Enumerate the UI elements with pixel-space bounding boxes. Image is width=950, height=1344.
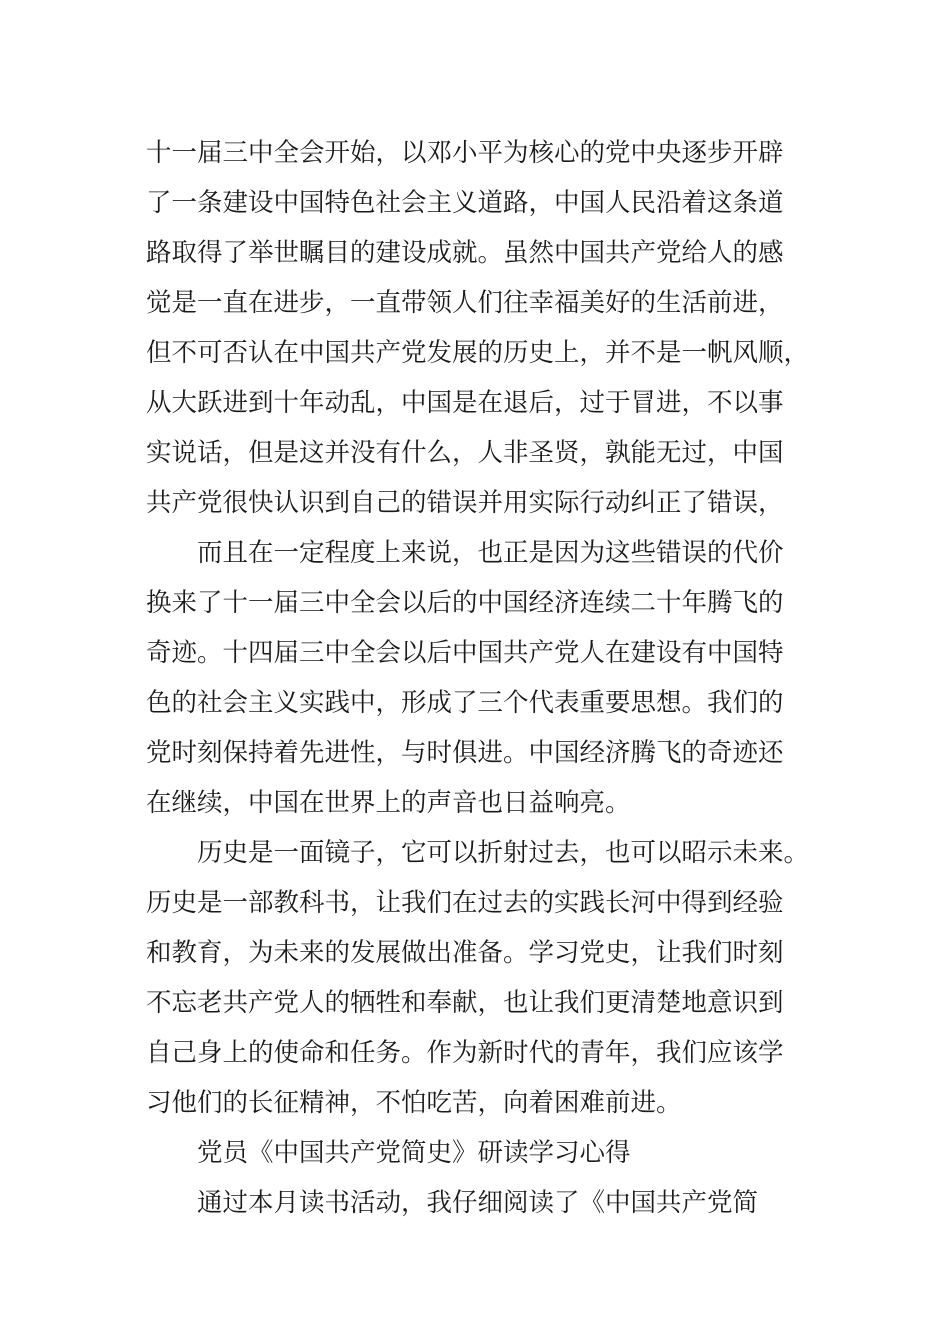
text-line: 习他们的长征精神，不怕吃苦，向着困难前进。 bbox=[146, 1088, 682, 1118]
text-line: 从大跃进到十年动乱，中国是在退后，过于冒进，不以事 bbox=[146, 388, 784, 418]
text-line: 共产党很快认识到自己的错误并用实际行动纠正了错误， bbox=[146, 488, 784, 518]
text-line: 和教育，为未来的发展做出准备。学习党史，让我们时刻 bbox=[146, 938, 784, 968]
text-line: 觉是一直在进步，一直带领人们往幸福美好的生活前进， bbox=[146, 288, 784, 318]
text-line: 色的社会主义实践中，形成了三个代表重要思想。我们的 bbox=[146, 688, 784, 718]
text-line: 历史是一面镜子，它可以折射过去，也可以昭示未来。 bbox=[197, 838, 810, 868]
text-line: 实说话，但是这并没有什么，人非圣贤，孰能无过，中国 bbox=[146, 438, 784, 468]
document-body bbox=[146, 128, 826, 1228]
text-line: 奇迹。十四届三中全会以后中国共产党人在建设有中国特 bbox=[146, 638, 784, 668]
text-line: 党员《中国共产党简史》研读学习心得 bbox=[197, 1138, 631, 1168]
text-line: 通过本月读书活动，我仔细阅读了《中国共产党简 bbox=[197, 1188, 759, 1218]
text-line: 路取得了举世瞩目的建设成就。虽然中国共产党给人的感 bbox=[146, 238, 784, 268]
text-line: 历史是一部教科书，让我们在过去的实践长河中得到经验 bbox=[146, 888, 784, 918]
text-line: 在继续，中国在世界上的声音也日益响亮。 bbox=[146, 788, 631, 818]
text-line: 自己身上的使命和任务。作为新时代的青年，我们应该学 bbox=[146, 1038, 784, 1068]
text-line: 十一届三中全会开始，以邓小平为核心的党中央逐步开辟 bbox=[146, 138, 784, 168]
text-line: 党时刻保持着先进性，与时俱进。中国经济腾飞的奇迹还 bbox=[146, 738, 784, 768]
text-line: 不忘老共产党人的牺牲和奉献，也让我们更清楚地意识到 bbox=[146, 988, 784, 1018]
text-line: 但不可否认在中国共产党发展的历史上，并不是一帆风顺， bbox=[146, 338, 810, 368]
text-line: 而且在一定程度上来说，也正是因为这些错误的代价 bbox=[197, 538, 784, 568]
text-line: 了一条建设中国特色社会主义道路，中国人民沿着这条道 bbox=[146, 188, 784, 218]
text-line: 换来了十一届三中全会以后的中国经济连续二十年腾飞的 bbox=[146, 588, 784, 618]
